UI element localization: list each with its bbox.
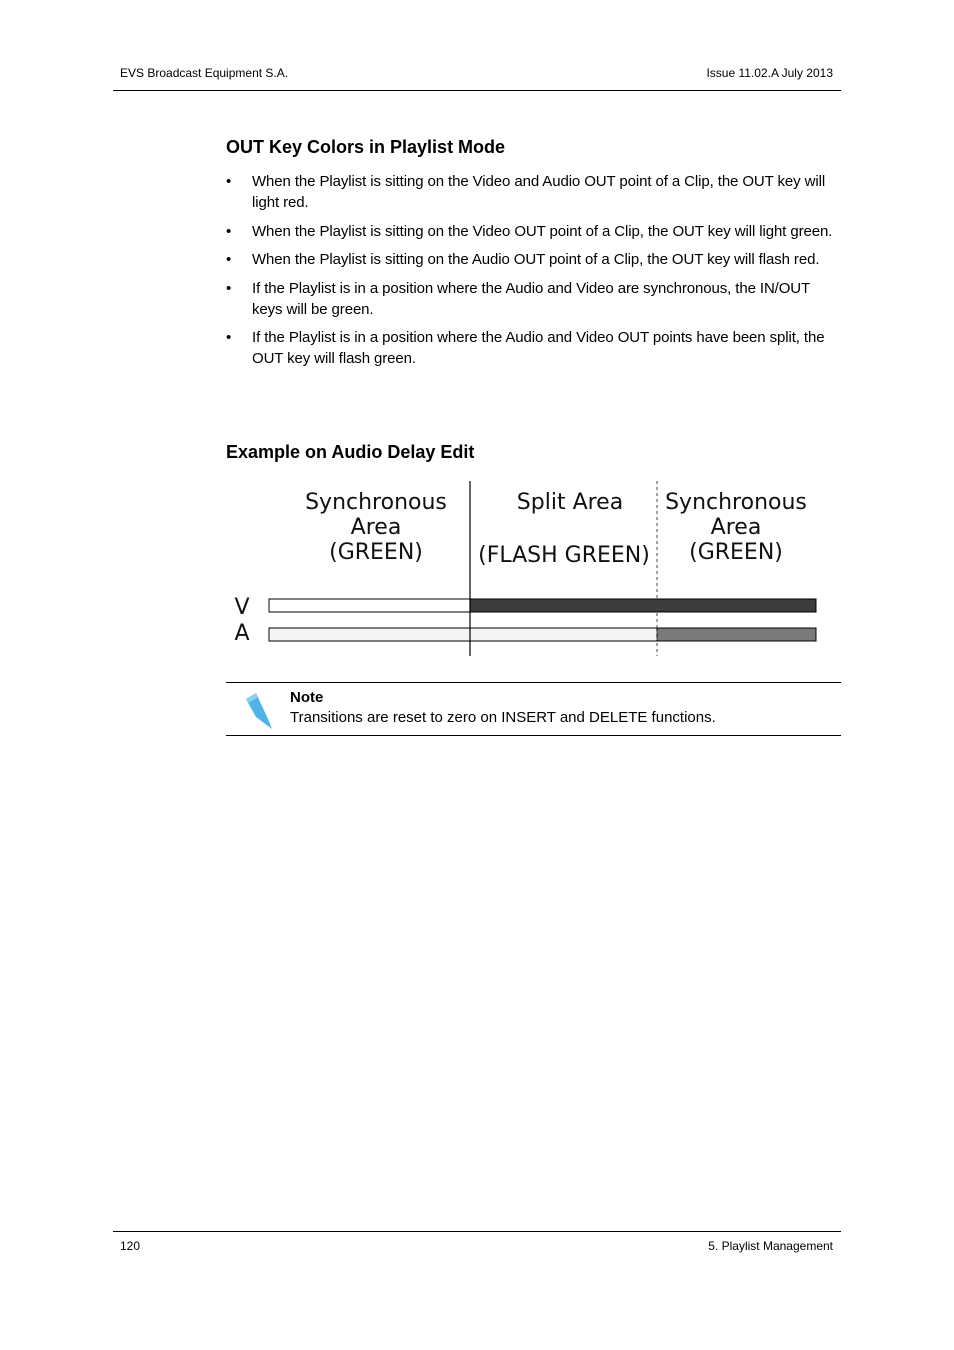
track-label-video: V — [234, 595, 250, 620]
note-box — [226, 682, 841, 736]
header-issue: Issue 11.02.A July 2013 — [706, 66, 833, 80]
list-item — [226, 278, 841, 320]
bullet-icon: • — [226, 222, 232, 240]
page-number: 120 — [120, 1239, 141, 1253]
area-right-line3: (GREEN) — [689, 540, 783, 565]
pencil-icon — [242, 689, 274, 729]
list-item-text: If the Playlist is in a position where the Audio and Video OUT points have been split, the OUT key will flash green. — [252, 329, 825, 367]
area-left-line3: (GREEN) — [329, 540, 423, 565]
list-item — [226, 171, 841, 213]
list-item — [226, 249, 841, 270]
audio-track-delayed-segment — [657, 628, 816, 641]
track-label-audio: A — [234, 621, 250, 646]
bullet-icon: • — [226, 251, 232, 268]
video-track-sync-segment — [269, 599, 470, 612]
area-right-line1: Synchronous — [665, 490, 807, 515]
section-title-audio-delay-example: Example on Audio Delay Edit — [226, 442, 475, 462]
audio-track-sync-segment — [269, 628, 657, 641]
list-item — [226, 221, 841, 242]
area-left-line2: Area — [350, 515, 402, 540]
audio-delay-diagram — [226, 478, 826, 658]
header-company: EVS Broadcast Equipment S.A. — [120, 66, 289, 80]
bullet-icon: • — [226, 329, 232, 346]
page-header — [113, 66, 841, 91]
note-title: Note — [290, 689, 324, 706]
page-footer — [113, 1231, 841, 1253]
area-left-line1: Synchronous — [305, 490, 447, 515]
bullet-icon: • — [226, 279, 232, 297]
list-item — [226, 327, 841, 369]
bullet-icon: • — [226, 173, 232, 190]
list-item-text: When the Playlist is sitting on the Video and Audio OUT point of a Clip, the OUT key will light red. — [252, 173, 826, 211]
list-item-text: If the Playlist is in a position where the Audio and Video are synchronous, the IN/OUT keys will be green. — [252, 279, 810, 318]
area-right-line2: Area — [710, 515, 762, 540]
footer-chapter: 5. Playlist Management — [708, 1239, 833, 1253]
out-key-bullet-list — [226, 171, 841, 377]
list-item-text: When the Playlist is sitting on the Video OUT point of a Clip, the OUT key will light green. — [252, 222, 833, 240]
section-title-out-key-colors: OUT Key Colors in Playlist Mode — [226, 137, 506, 157]
note-text: Transitions are reset to zero on INSERT and DELETE functions. — [290, 709, 716, 726]
list-item-text: When the Playlist is sitting on the Audio OUT point of a Clip, the OUT key will flash red. — [252, 251, 820, 268]
video-track-delayed-segment — [470, 599, 816, 612]
area-middle-line2: (FLASH GREEN) — [478, 543, 650, 568]
area-middle-line1: Split Area — [516, 490, 624, 515]
